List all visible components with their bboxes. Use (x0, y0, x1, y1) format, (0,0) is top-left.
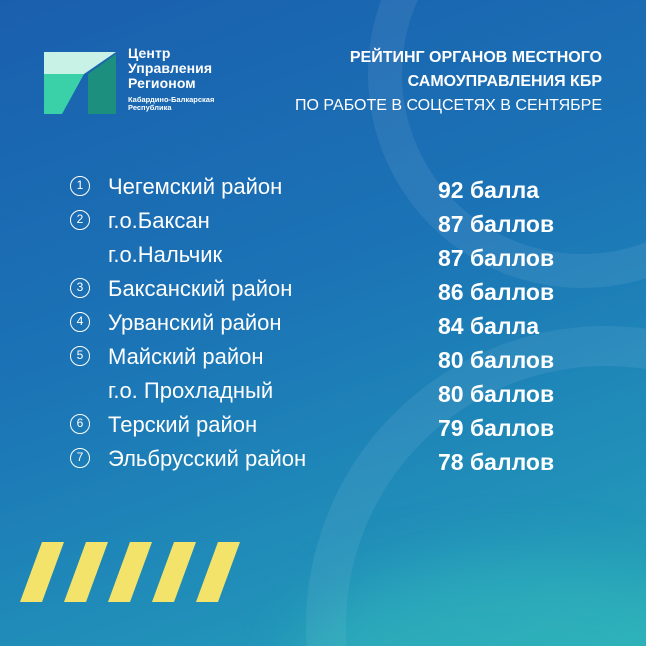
title-line-3: ПО РАБОТЕ В СОЦСЕТЯХ В СЕНТЯБРЕ (295, 97, 602, 114)
ranking-list (70, 172, 580, 478)
stripe (108, 542, 152, 602)
district-score: 84 балла (438, 313, 539, 339)
logo-mark-bright-shape (44, 74, 84, 114)
ranking-row (70, 172, 580, 206)
rank-badge: 6 (70, 414, 90, 434)
logo-region-line-2: Республика (128, 103, 172, 112)
stripe (20, 542, 64, 602)
logo-mark-icon (44, 44, 116, 116)
ranking-row (70, 444, 580, 478)
page-title (282, 46, 602, 118)
rank-badge: 4 (70, 312, 90, 332)
title-line-1: РЕЙТИНГ ОРГАНОВ МЕСТНОГО (349, 49, 602, 66)
rank-badge: 5 (70, 346, 90, 366)
stripe (196, 542, 240, 602)
district-name: Урванский район (108, 310, 282, 335)
logo-region-line-1: Кабардино-Балкарская (128, 95, 215, 104)
ranking-row (70, 240, 580, 274)
rank-badge: 2 (70, 210, 90, 230)
district-name: г.о.Баксан (108, 208, 210, 233)
district-score: 87 баллов (438, 245, 555, 271)
district-score: 79 баллов (438, 415, 555, 441)
rank-badge: 7 (70, 448, 90, 468)
ranking-row (70, 274, 580, 308)
district-score: 92 балла (438, 177, 539, 203)
district-name: Майский район (108, 344, 264, 369)
rank-badge: 3 (70, 278, 90, 298)
ranking-row (70, 410, 580, 444)
district-name: Чегемский район (108, 174, 283, 199)
district-score: 86 баллов (438, 279, 555, 305)
hazard-stripes (20, 542, 260, 602)
ranking-row (70, 376, 580, 410)
rank-badge: 1 (70, 176, 90, 196)
logo-name-line-3: Регионом (128, 75, 196, 91)
ranking-row (70, 342, 580, 376)
ranking-row (70, 308, 580, 342)
district-name: Терский район (108, 412, 258, 437)
district-name: г.о. Прохладный (108, 378, 274, 403)
logo-name-line-2: Управления (128, 60, 213, 76)
district-name: Эльбрусский район (108, 446, 307, 471)
title-line-2: САМОУПРАВЛЕНИЯ КБР (407, 73, 602, 90)
district-score: 87 баллов (438, 211, 555, 237)
logo-name-line-1: Центр (128, 45, 171, 61)
district-score: 78 баллов (438, 449, 555, 475)
district-score: 80 баллов (438, 347, 555, 373)
district-name: Баксанский район (108, 276, 293, 301)
logo-name (128, 46, 248, 91)
stripe (152, 542, 196, 602)
district-score: 80 баллов (438, 381, 555, 407)
logo (44, 44, 244, 124)
logo-region (128, 96, 248, 112)
stripe (64, 542, 108, 602)
district-name: г.о.Нальчик (108, 242, 223, 267)
ranking-row (70, 206, 580, 240)
